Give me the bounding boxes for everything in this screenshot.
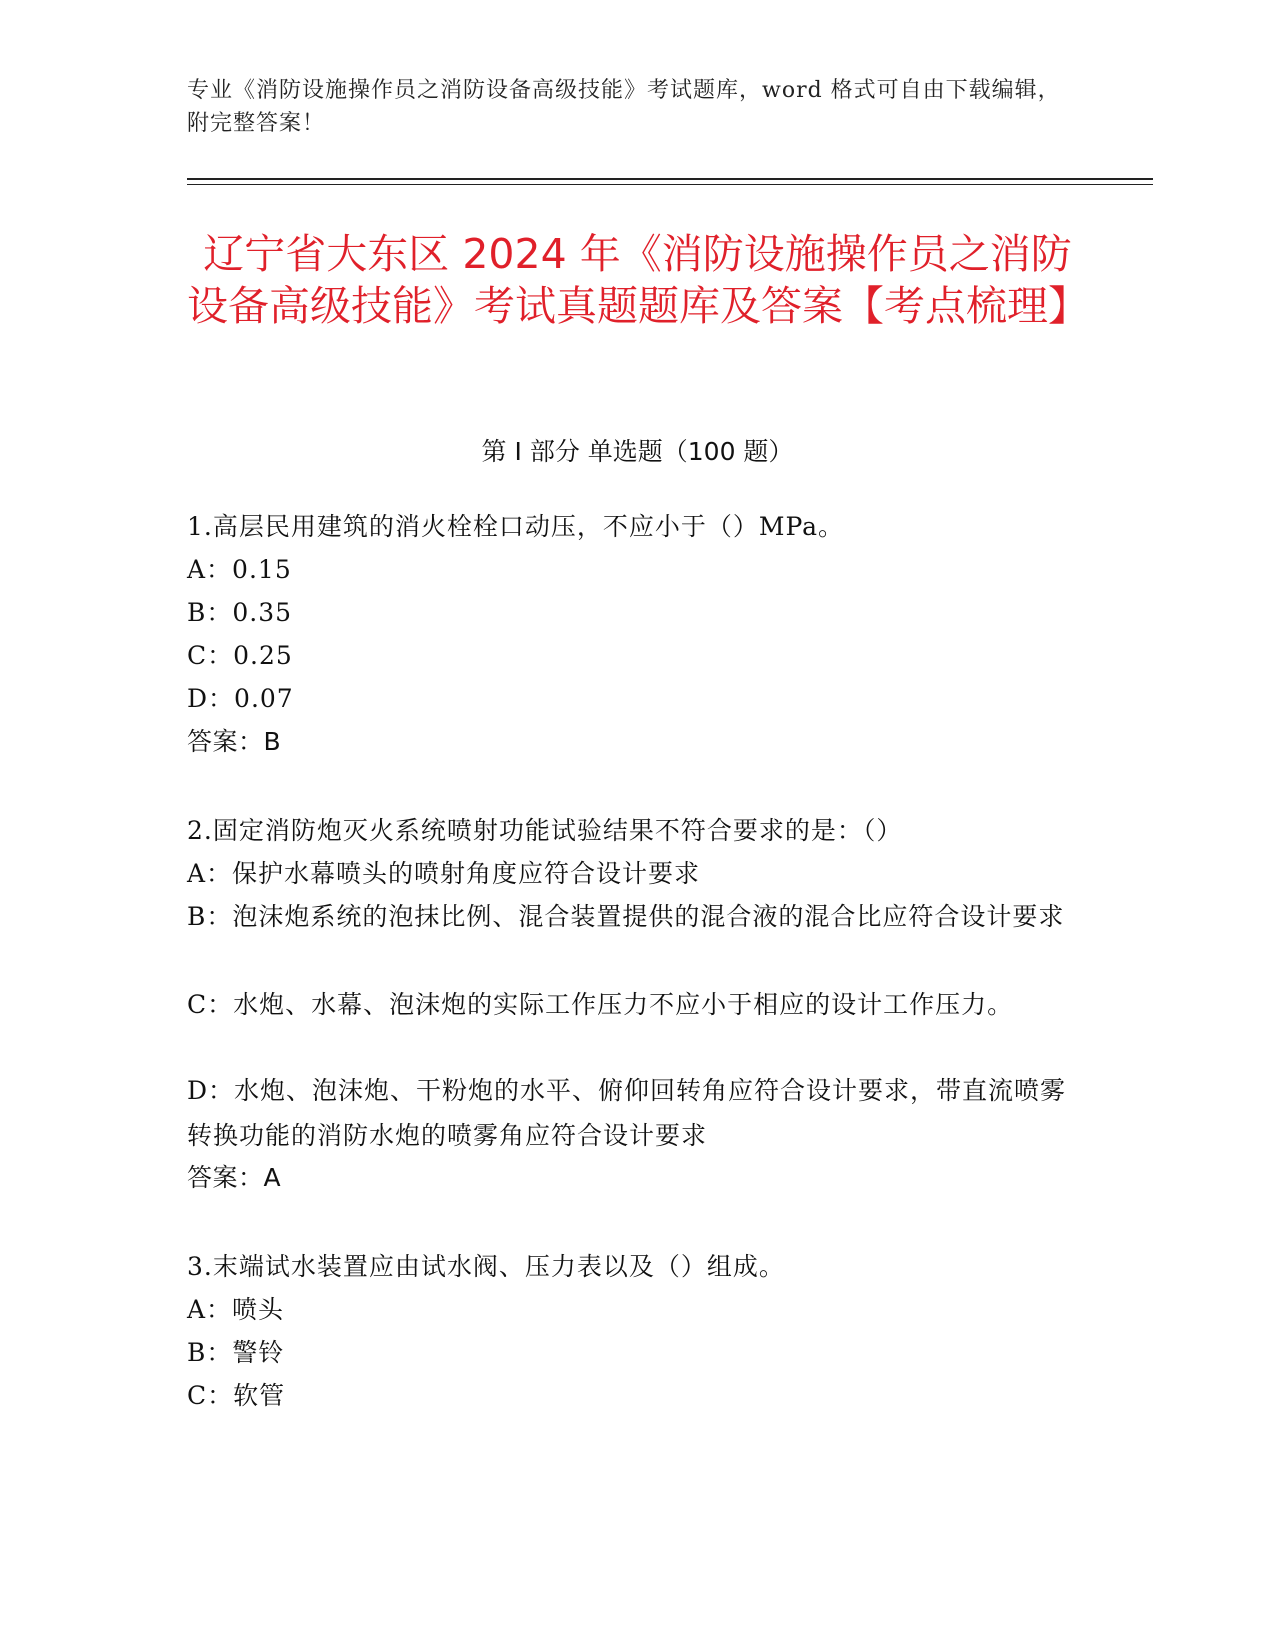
option-a: A：保护水幕喷头的喷射角度应符合设计要求: [187, 859, 701, 888]
document-title: 辽宁省大东区 2024 年《消防设施操作员之消防设备高级技能》考试真题题库及答案【考点梳理】: [187, 230, 1089, 330]
header-rule-thick: [187, 178, 1153, 180]
question-stem: 1.高层民用建筑的消火栓栓口动压，不应小于（）MPa。: [187, 512, 845, 541]
option-a: A：0.15: [187, 555, 292, 584]
question-stem: 3.末端试水装置应由试水阀、压力表以及（）组成。: [187, 1252, 785, 1281]
question-stem: 2.固定消防炮灭火系统喷射功能试验结果不符合要求的是：（）: [187, 816, 903, 845]
option-c: C：0.25: [187, 641, 293, 670]
option-b: B：0.35: [187, 598, 293, 627]
answer: 答案：A: [187, 1163, 282, 1192]
option-c: C：水炮、水幕、泡沫炮的实际工作压力不应小于相应的设计工作压力。: [187, 990, 1014, 1019]
header-note: 专业《消防设施操作员之消防设备高级技能》考试题库，word 格式可自由下载编辑，附完整答案！: [187, 78, 1061, 136]
section-heading: 第 I 部分 单选题（100 题）: [481, 437, 794, 466]
option-b: B：警铃: [187, 1338, 285, 1367]
option-b: B：泡沫炮系统的泡抹比例、混合装置提供的混合液的混合比应符合设计要求: [187, 902, 1065, 931]
answer: 答案：B: [187, 727, 282, 756]
header-rule-thin: [187, 184, 1153, 185]
option-d: D：0.07: [187, 684, 294, 713]
option-d: D：水炮、泡沫炮、干粉炮的水平、俯仰回转角应符合设计要求，带直流喷雾转换功能的消防水炮的喷雾角应符合设计要求: [187, 1076, 1067, 1150]
option-c: C：软管: [187, 1381, 286, 1410]
option-a: A：喷头: [187, 1295, 285, 1324]
